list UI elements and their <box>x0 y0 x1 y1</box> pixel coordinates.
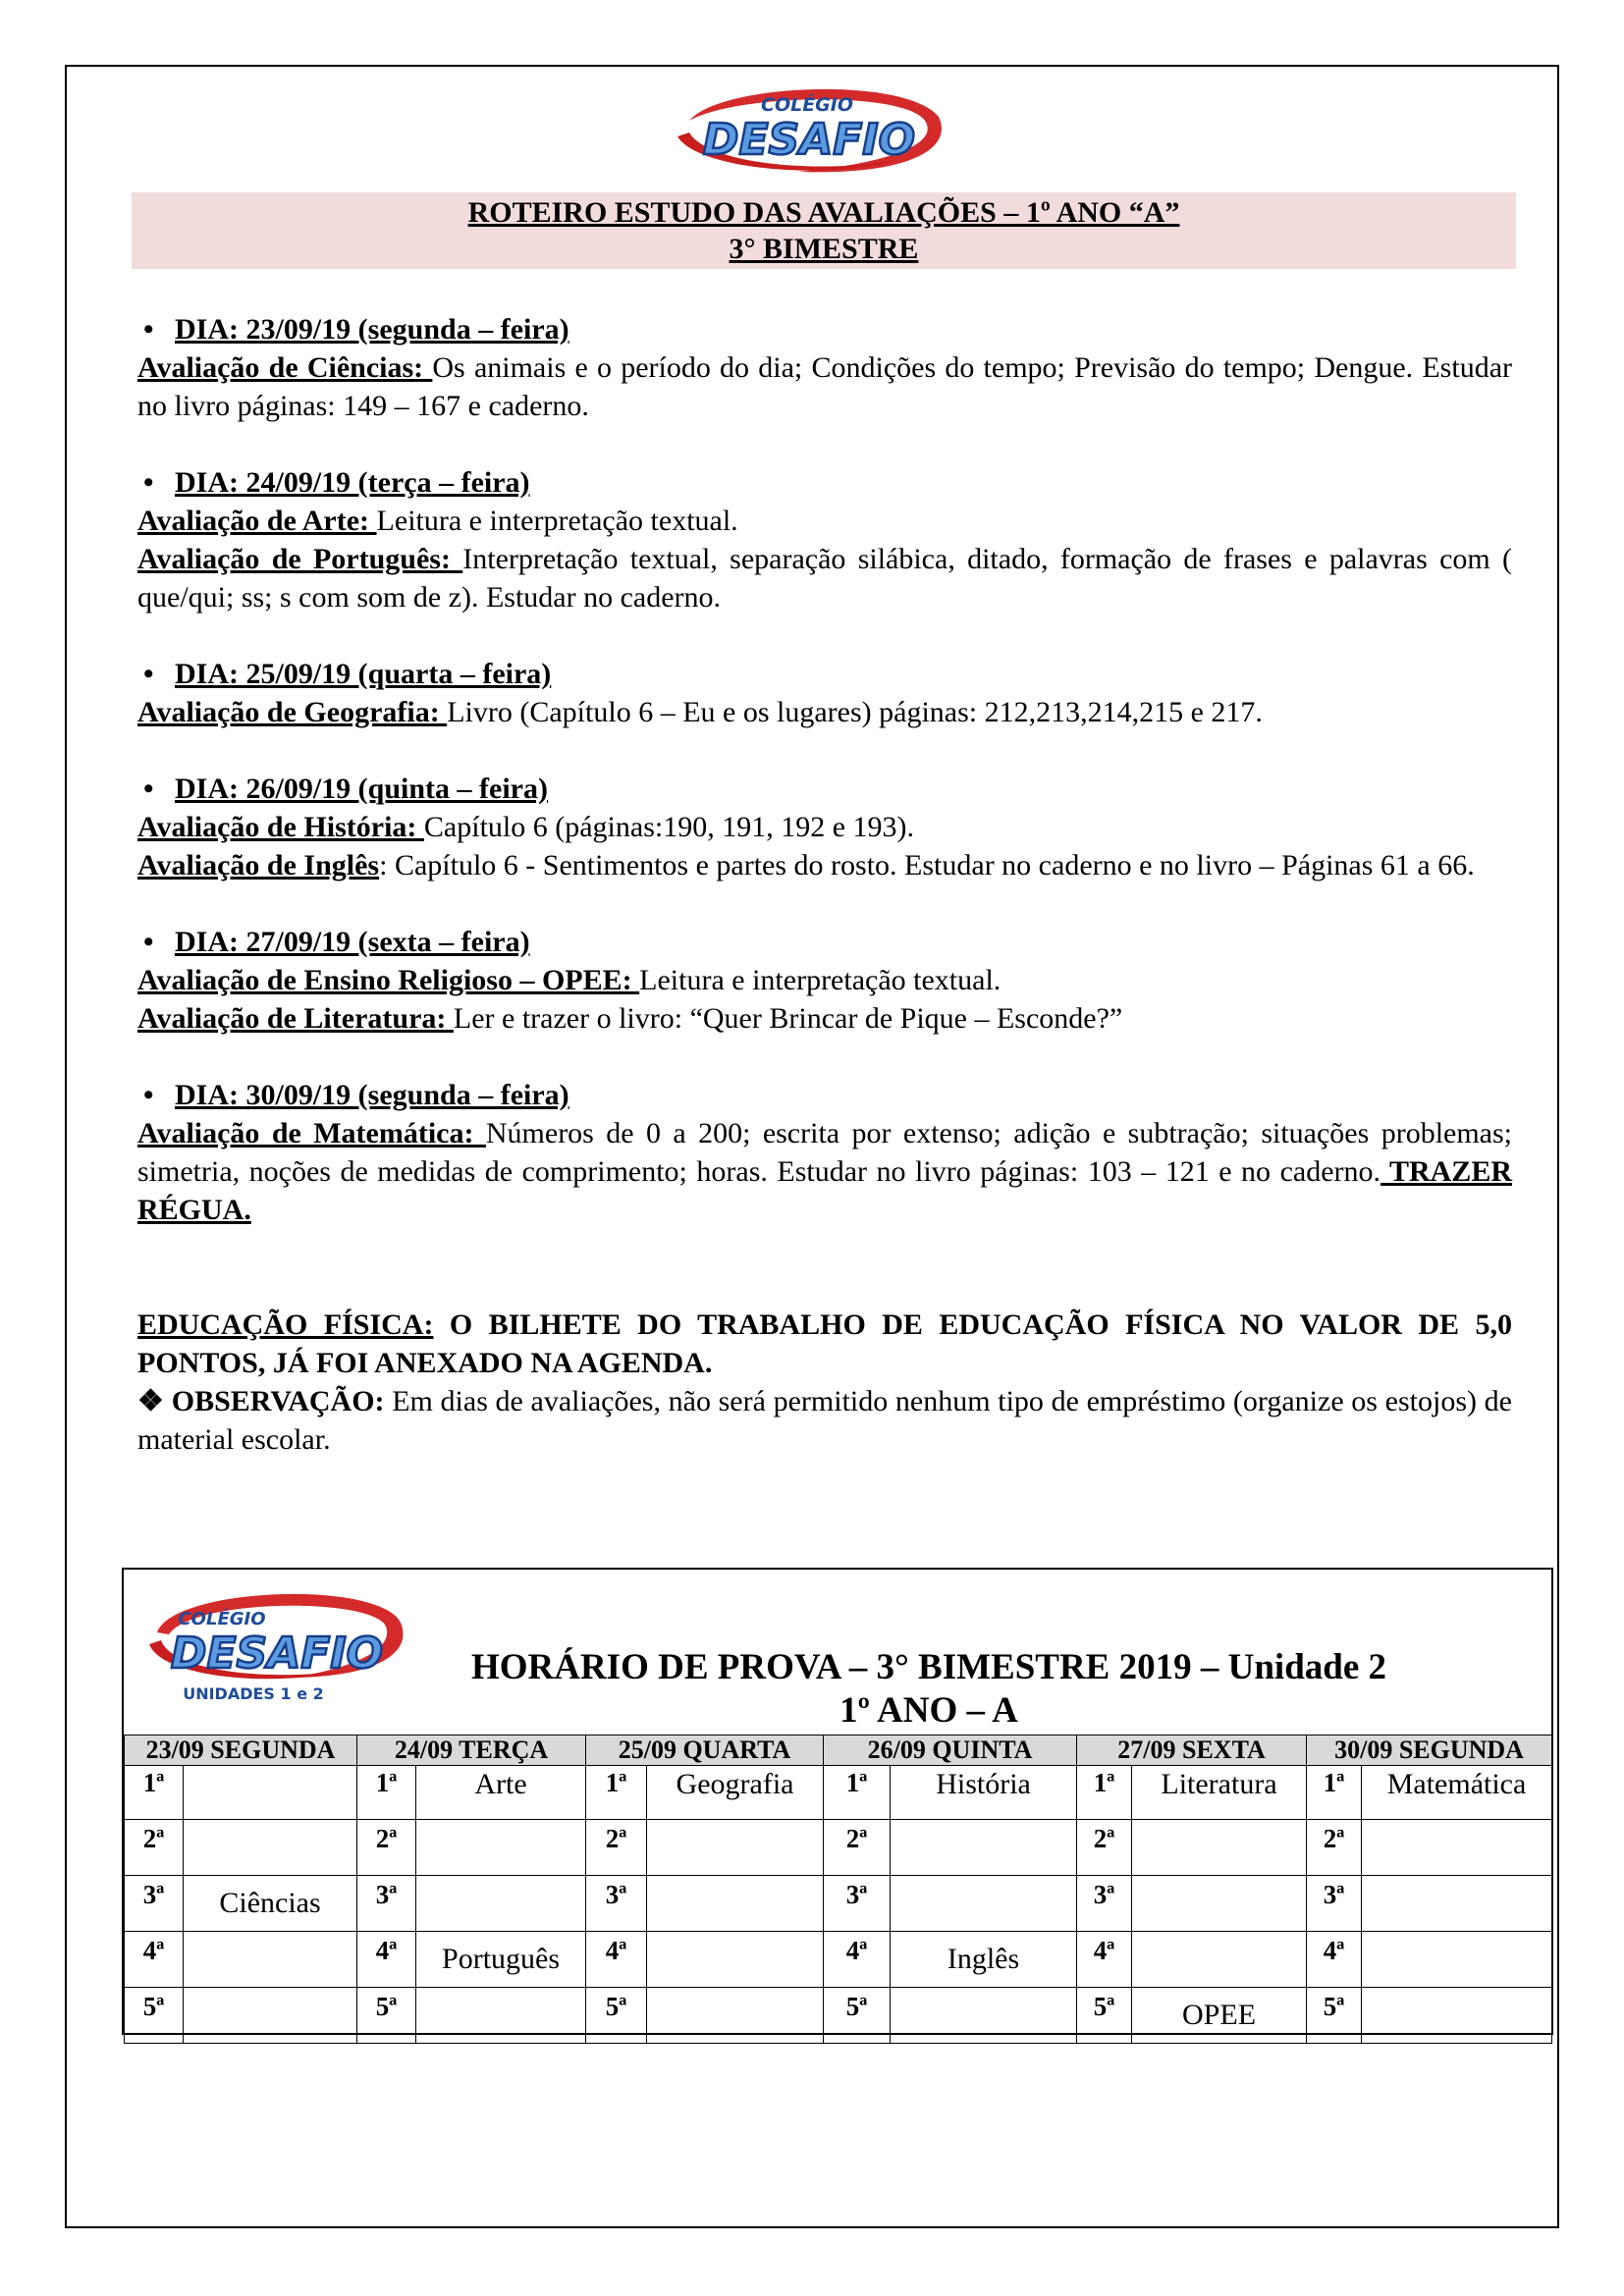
column-header: 25/09 QUARTA <box>586 1735 824 1766</box>
exam-text: Os animais e o período do dia; Condições do tempo; Previsão do tempo; Dengue. Estudar no livro páginas: 149 – 167 e caderno. <box>137 351 1512 422</box>
exam-label: Avaliação de Arte: <box>137 505 377 537</box>
ef-text: O BILHETE DO TRABALHO DE EDUCAÇÃO FÍSICA NO VALOR DE 5,0 PONTOS, JÁ FOI ANEXADO NA AGENDA. <box>137 1308 1513 1379</box>
period-cell: 1ª <box>586 1766 647 1820</box>
bullet-icon: • <box>143 313 154 346</box>
subject-cell <box>184 1988 357 2044</box>
period-cell: 3ª <box>586 1876 647 1932</box>
column-header: 23/09 SEGUNDA <box>125 1735 357 1766</box>
subject-cell <box>1132 1876 1307 1932</box>
exam-label: Avaliação de Ciências: <box>137 351 433 384</box>
subject-cell: Arte <box>416 1766 586 1820</box>
period-cell: 4ª <box>357 1932 416 1988</box>
subject-cell <box>1132 1932 1307 1988</box>
period-cell: 5ª <box>1307 1988 1362 2044</box>
exam-schedule <box>122 1568 1553 2035</box>
period-cell: 3ª <box>357 1876 416 1932</box>
diamond-icon: ❖ <box>137 1385 165 1417</box>
subject-cell <box>891 1988 1077 2044</box>
logo2-sub-text: UNIDADES 1 e 2 <box>183 1684 324 1703</box>
exam-text: Capítulo 6 (páginas:190, 191, 192 e 193). <box>423 811 915 843</box>
day-block <box>137 1076 1512 1229</box>
column-header: 27/09 SEXTA <box>1077 1735 1307 1766</box>
exam-text: : Capítulo 6 - Sentimentos e partes do rosto. Estudar no caderno e no livro – Páginas 61 a 66. <box>379 849 1475 881</box>
ruler-note: TRAZER RÉGUA. <box>137 1155 1512 1226</box>
day-heading: • DIA: 26/09/19 (quinta – feira) <box>137 770 1512 808</box>
day-heading: • DIA: 23/09/19 (segunda – feira) <box>137 310 1512 348</box>
period-cell: 4ª <box>824 1932 891 1988</box>
study-guide <box>137 310 1512 1459</box>
subject-cell: Geografia <box>647 1766 824 1820</box>
obs-text: Em dias de avaliações, não será permitido nenhum tipo de empréstimo (organize os estojos) de material escolar. <box>137 1385 1512 1456</box>
day-block <box>137 310 1512 425</box>
subject-cell <box>1362 1988 1552 2044</box>
exam-item <box>137 693 1512 731</box>
obs-label: OBSERVAÇÃO: <box>164 1385 385 1417</box>
subject-cell <box>647 1932 824 1988</box>
subject-cell: OPEE <box>1132 1988 1307 2044</box>
subject-cell: Inglês <box>891 1932 1077 1988</box>
column-header: 26/09 QUINTA <box>824 1735 1077 1766</box>
page-subtitle: 3° BIMESTRE <box>729 233 919 265</box>
bullet-icon: • <box>143 658 154 690</box>
period-cell: 5ª <box>586 1988 647 2044</box>
day-heading: • DIA: 27/09/19 (sexta – feira) <box>137 923 1512 961</box>
table-row <box>125 1988 1552 2044</box>
period-cell: 1ª <box>357 1766 416 1820</box>
logo-main-text: DESAFIO <box>702 115 916 165</box>
day-block <box>137 463 1512 616</box>
page-title: ROTEIRO ESTUDO DAS AVALIAÇÕES – 1º ANO “A” <box>467 196 1180 229</box>
period-cell: 1ª <box>824 1766 891 1820</box>
exam-item <box>137 1114 1512 1229</box>
period-cell: 1ª <box>1307 1766 1362 1820</box>
logo2-main-text: DESAFIO <box>170 1629 384 1679</box>
subject-cell <box>647 1988 824 2044</box>
period-cell: 5ª <box>824 1988 891 2044</box>
period-cell: 2ª <box>357 1820 416 1876</box>
subject-cell <box>1362 1876 1552 1932</box>
physical-education-note <box>137 1306 1512 1382</box>
subject-cell <box>891 1820 1077 1876</box>
day-block <box>137 770 1512 884</box>
exam-item <box>137 961 1512 999</box>
subject-cell: Ciências <box>184 1876 357 1932</box>
exam-label: Avaliação de Matemática: <box>137 1117 486 1149</box>
table-row <box>125 1820 1552 1876</box>
subject-cell <box>184 1766 357 1820</box>
period-cell: 5ª <box>1077 1988 1132 2044</box>
period-cell: 5ª <box>125 1988 184 2044</box>
observation-note <box>137 1382 1512 1459</box>
subject-cell <box>647 1876 824 1932</box>
period-cell: 2ª <box>586 1820 647 1876</box>
exam-item <box>137 540 1512 616</box>
period-cell: 4ª <box>586 1932 647 1988</box>
period-cell: 1ª <box>1077 1766 1132 1820</box>
exam-label: Avaliação de Literatura: <box>137 1002 454 1035</box>
subject-cell <box>891 1876 1077 1932</box>
schedule-header-row <box>125 1735 1552 1766</box>
exam-item <box>137 999 1512 1038</box>
exam-item <box>137 348 1512 425</box>
exam-text: Interpretação textual, separação silábica, ditado, formação de frases e palavras com ( que/qui; ss; s com som de z). Estudar no caderno. <box>137 543 1512 614</box>
exam-item <box>137 846 1512 884</box>
column-header: 30/09 SEGUNDA <box>1307 1735 1552 1766</box>
subject-cell <box>647 1820 824 1876</box>
subject-cell <box>416 1988 586 2044</box>
subject-cell: História <box>891 1766 1077 1820</box>
period-cell: 3ª <box>824 1876 891 1932</box>
day-block <box>137 655 1512 731</box>
exam-label: Avaliação de Português: <box>137 543 463 575</box>
day-heading: • DIA: 25/09/19 (quarta – feira) <box>137 655 1512 693</box>
exam-label: Avaliação de Inglês <box>137 849 380 881</box>
bullet-icon: • <box>143 773 154 805</box>
subject-cell <box>416 1876 586 1932</box>
exam-text: Ler e trazer o livro: “Quer Brincar de Pique – Esconde?” <box>453 1002 1123 1035</box>
subject-cell <box>1362 1820 1552 1876</box>
period-cell: 3ª <box>125 1876 184 1932</box>
column-header: 24/09 TERÇA <box>357 1735 586 1766</box>
subject-cell <box>184 1820 357 1876</box>
subject-cell: Literatura <box>1132 1766 1307 1820</box>
period-cell: 3ª <box>1077 1876 1132 1932</box>
period-cell: 3ª <box>1307 1876 1362 1932</box>
logo2-top-text: COLÉGIO <box>178 1609 266 1629</box>
schedule-title: HORÁRIO DE PROVA – 3° BIMESTRE 2019 – Unidade 2 1º ANO – A <box>470 1647 1387 1731</box>
subject-cell <box>184 1932 357 1988</box>
schedule-table <box>124 1735 1552 2044</box>
period-cell: 1ª <box>125 1766 184 1820</box>
exam-text: Leitura e interpretação textual. <box>376 505 738 537</box>
title-band <box>132 192 1516 269</box>
exam-text: Livro (Capítulo 6 – Eu e os lugares) páginas: 212,213,214,215 e 217. <box>447 696 1263 728</box>
period-cell: 4ª <box>1077 1932 1132 1988</box>
day-heading: • DIA: 30/09/19 (segunda – feira) <box>137 1076 1512 1114</box>
logo-top-text: COLÉGIO <box>761 94 853 116</box>
table-row <box>125 1876 1552 1932</box>
period-cell: 5ª <box>357 1988 416 2044</box>
school-logo-units <box>143 1583 428 1705</box>
day-heading: • DIA: 24/09/19 (terça – feira) <box>137 463 1512 502</box>
bullet-icon: • <box>143 926 154 958</box>
period-cell: 2ª <box>824 1820 891 1876</box>
subject-cell <box>1362 1932 1552 1988</box>
exam-label: Avaliação de História: <box>137 811 424 843</box>
period-cell: 4ª <box>1307 1932 1362 1988</box>
exam-item <box>137 502 1512 540</box>
table-row <box>125 1766 1552 1820</box>
exam-item <box>137 808 1512 846</box>
exam-text: Números de 0 a 200; escrita por extenso; adição e subtração; situações problemas; simetria, noções de medidas de comprimento; horas. Estudar no livro páginas: 103 – 121 e no caderno. <box>137 1117 1513 1188</box>
bullet-icon: • <box>143 466 154 499</box>
period-cell: 2ª <box>1307 1820 1362 1876</box>
period-cell: 2ª <box>1077 1820 1132 1876</box>
bullet-icon: • <box>143 1079 154 1111</box>
exam-text: Leitura e interpretação textual. <box>639 964 1001 996</box>
subject-cell: Português <box>416 1932 586 1988</box>
school-logo <box>660 81 954 176</box>
table-row <box>125 1932 1552 1988</box>
exam-label: Avaliação de Ensino Religioso – OPEE: <box>137 964 640 996</box>
period-cell: 2ª <box>125 1820 184 1876</box>
period-cell: 4ª <box>125 1932 184 1988</box>
ef-label: EDUCAÇÃO FÍSICA: <box>137 1308 434 1341</box>
subject-cell: Matemática <box>1362 1766 1552 1820</box>
subject-cell <box>1132 1820 1307 1876</box>
day-block <box>137 923 1512 1038</box>
subject-cell <box>416 1820 586 1876</box>
exam-label: Avaliação de Geografia: <box>137 696 448 728</box>
